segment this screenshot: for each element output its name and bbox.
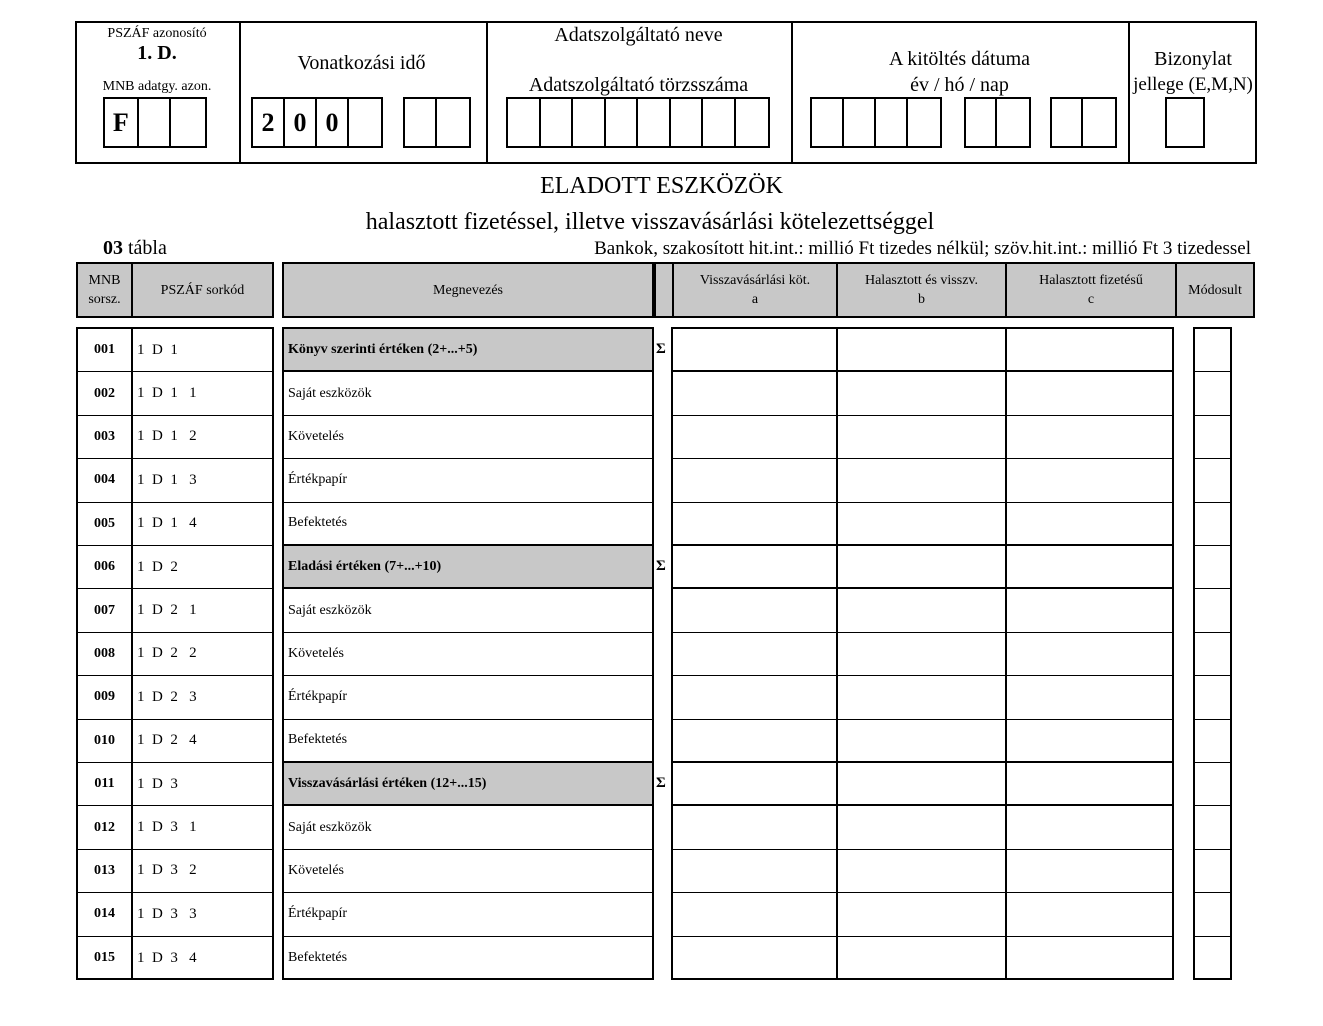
table-row: [78, 676, 272, 719]
table-row: [78, 416, 272, 459]
row-code: 1 D 1 2: [137, 428, 197, 445]
form-title: ELADOTT ESZKÖZÖK: [540, 173, 783, 199]
ref-time-cell[interactable]: 2: [253, 99, 285, 146]
row-number: 001: [94, 342, 115, 358]
modified-cell[interactable]: [1195, 893, 1230, 936]
modified-cell[interactable]: [1195, 546, 1230, 589]
values-row: [673, 372, 1172, 415]
provider-reg-cell[interactable]: [508, 99, 541, 146]
row-name: Befektetés: [288, 515, 348, 531]
value-cell-b[interactable]: [835, 372, 1003, 414]
value-cell-b[interactable]: [835, 850, 1003, 892]
row-code: 1 D 2: [137, 558, 178, 575]
table-row: [78, 893, 272, 936]
modified-cell[interactable]: [1195, 633, 1230, 676]
table-row: [78, 459, 272, 502]
values-row: [673, 503, 1172, 546]
row-name-cell: [284, 806, 652, 849]
value-cell-c[interactable]: [1003, 416, 1172, 458]
row-number: 014: [94, 906, 115, 922]
form-id: 1. D.: [137, 42, 177, 64]
doc-type-label: Bizonylat: [1154, 48, 1232, 70]
row-name-cell: [284, 503, 652, 546]
row-name-cell: [284, 416, 652, 459]
value-cell-a[interactable]: [673, 720, 835, 761]
values-row: [673, 676, 1172, 719]
value-cell-c[interactable]: [1003, 763, 1172, 804]
header-divider: [239, 23, 241, 162]
modified-cell[interactable]: [1195, 589, 1230, 632]
value-cell-a[interactable]: [673, 329, 835, 370]
row-name-cell: [284, 763, 652, 806]
modified-cell[interactable]: [1195, 763, 1230, 806]
ref-time-month-cells: [403, 97, 471, 148]
row-number: 012: [94, 819, 115, 835]
row-number: 011: [94, 776, 115, 792]
row-name: Saját eszközök: [288, 385, 372, 401]
value-cell-b[interactable]: [835, 329, 1003, 370]
unit-note: Bankok, szakosított hit.int.: millió Ft tizedes nélkül; szöv.hit.int.: millió Ft 3 tizedessel: [594, 238, 1251, 259]
provider-reg-label: Adatszolgáltató törzsszáma: [528, 74, 749, 96]
value-cell-c[interactable]: [1003, 459, 1172, 501]
mnb-id-cell[interactable]: F: [105, 99, 139, 146]
modified-cell[interactable]: [1195, 806, 1230, 849]
table-row: [78, 372, 272, 415]
row-name: Visszavásárlási értéken (12+...15): [288, 775, 487, 791]
row-names-table: [282, 327, 654, 980]
table-row: [78, 720, 272, 763]
value-cell-c[interactable]: [1003, 937, 1172, 980]
value-cell-b[interactable]: [835, 589, 1003, 631]
col-name-header: Megnevezés: [433, 282, 503, 298]
mnb-id-cell[interactable]: [139, 99, 172, 146]
doc-type-sub: jellege (E,M,N): [1133, 74, 1253, 95]
row-code: 1 D 3 3: [137, 905, 197, 922]
sigma-marker: Σ: [656, 558, 666, 574]
value-cell-a[interactable]: [673, 416, 835, 458]
value-cell-c[interactable]: [1003, 850, 1172, 892]
row-code: 1 D 2 1: [137, 602, 197, 619]
row-number: 007: [94, 602, 115, 618]
row-name-cell: [284, 546, 652, 589]
col-pszaf-header: PSZÁF sorkód: [160, 282, 245, 298]
row-number: 015: [94, 950, 115, 966]
table-row: [78, 806, 272, 849]
value-cell-b[interactable]: [835, 763, 1003, 804]
row-name: Könyv szerinti értéken (2+...+5): [288, 341, 478, 357]
table-number: [103, 237, 167, 260]
row-code: 1 D 1: [137, 341, 178, 358]
row-name: Értékpapír: [288, 689, 348, 705]
mnb-id-label: MNB adatgy. azon.: [102, 79, 212, 94]
row-name: Befektetés: [288, 950, 348, 966]
value-cell-c[interactable]: [1003, 329, 1172, 370]
values-row: [673, 459, 1172, 502]
value-cell-b[interactable]: [835, 633, 1003, 675]
row-number: 004: [94, 472, 115, 488]
fill-date-sub: év / hó / nap: [910, 74, 1009, 96]
value-cell-a[interactable]: [673, 459, 835, 501]
value-cell-a[interactable]: [673, 589, 835, 631]
value-cell-c[interactable]: [1003, 372, 1172, 414]
values-row: [673, 416, 1172, 459]
mnb-id-cells: [103, 97, 207, 148]
fill-date-label: A kitöltés dátuma: [888, 48, 1031, 70]
row-number: 013: [94, 862, 115, 878]
value-cell-b[interactable]: [835, 546, 1003, 587]
ref-time-cell[interactable]: [405, 99, 437, 146]
value-cell-b[interactable]: [835, 720, 1003, 761]
modified-cell[interactable]: [1195, 850, 1230, 893]
value-cell-b[interactable]: [835, 459, 1003, 501]
row-name-cell: [284, 937, 652, 980]
value-cell-b[interactable]: [835, 416, 1003, 458]
value-cell-a[interactable]: [673, 676, 835, 718]
modified-cell[interactable]: [1195, 372, 1230, 415]
ref-time-label: Vonatkozási idő: [297, 52, 426, 74]
ref-time-cell[interactable]: [349, 99, 381, 146]
values-row: [673, 720, 1172, 763]
value-cell-c[interactable]: [1003, 806, 1172, 848]
row-number: 006: [94, 559, 115, 575]
fill-date-cell[interactable]: [997, 99, 1029, 146]
col-b-header: Halasztott és visszv. b: [864, 273, 978, 307]
values-row: [673, 633, 1172, 676]
sigma-marker: Σ: [656, 341, 666, 357]
values-row: [673, 850, 1172, 893]
col-c-header: Halasztott fizetésű c: [1039, 273, 1143, 307]
row-code: 1 D 1 3: [137, 471, 197, 488]
value-cell-c[interactable]: [1003, 676, 1172, 718]
value-cell-b[interactable]: [835, 937, 1003, 980]
provider-reg-cell[interactable]: [736, 99, 768, 146]
values-row: [673, 329, 1172, 372]
fill-date-month-cells: [964, 97, 1031, 148]
fill-date-cell[interactable]: [966, 99, 997, 146]
row-number: 005: [94, 515, 115, 531]
row-number: 002: [94, 385, 115, 401]
fill-date-cell[interactable]: [812, 99, 844, 146]
modified-table: [1193, 327, 1232, 980]
pszaf-id-label: PSZÁF azonosító: [107, 26, 207, 41]
fill-date-cell[interactable]: [1052, 99, 1083, 146]
provider-reg-cell[interactable]: [541, 99, 574, 146]
value-cell-b[interactable]: [835, 676, 1003, 718]
fill-date-cell[interactable]: [844, 99, 876, 146]
header-row-name: [282, 262, 654, 318]
doc-type-cell[interactable]: [1165, 97, 1205, 148]
row-name: Saját eszközök: [288, 602, 372, 618]
row-name-cell: [284, 372, 652, 415]
ref-time-year-cells: [251, 97, 383, 148]
provider-reg-cell[interactable]: [671, 99, 704, 146]
fill-date-year-cells: [810, 97, 942, 148]
row-name: Értékpapír: [288, 472, 348, 488]
row-name: Saját eszközök: [288, 819, 372, 835]
ref-time-cell[interactable]: 0: [285, 99, 317, 146]
table-row: [78, 937, 272, 980]
row-number: 003: [94, 428, 115, 444]
provider-reg-cells: [506, 97, 770, 148]
row-code: 1 D 3 2: [137, 862, 197, 879]
value-cell-a[interactable]: [673, 633, 835, 675]
value-cell-a[interactable]: [673, 893, 835, 935]
values-row: [673, 893, 1172, 936]
value-cell-c[interactable]: [1003, 720, 1172, 761]
provider-reg-cell[interactable]: [606, 99, 639, 146]
value-cell-c[interactable]: [1003, 633, 1172, 675]
sigma-marker: Σ: [656, 775, 666, 791]
table-row: [78, 503, 272, 546]
provider-reg-cell[interactable]: [638, 99, 671, 146]
value-cell-a[interactable]: [673, 937, 835, 980]
row-name: Értékpapír: [288, 906, 348, 922]
table-row: [78, 329, 272, 372]
row-code: 1 D 1 4: [137, 515, 197, 532]
modified-cell[interactable]: [1195, 503, 1230, 546]
provider-reg-cell[interactable]: [703, 99, 736, 146]
fill-date-cell[interactable]: [1083, 99, 1115, 146]
provider-name-label: Adatszolgáltató neve: [554, 24, 723, 46]
value-cell-a[interactable]: [673, 850, 835, 892]
row-name-cell: [284, 676, 652, 719]
table-row: [78, 763, 272, 806]
row-name: Követelés: [288, 645, 344, 661]
row-name-cell: [284, 589, 652, 632]
table-word: tábla: [128, 237, 167, 259]
values-row: [673, 546, 1172, 589]
modified-cell[interactable]: [1195, 459, 1230, 502]
value-cell-a[interactable]: [673, 546, 835, 587]
row-code: 1 D 2 2: [137, 645, 197, 662]
row-code: 1 D 2 3: [137, 688, 197, 705]
row-code: 1 D 3 4: [137, 949, 197, 966]
modified-cell[interactable]: [1195, 937, 1230, 980]
row-code: 1 D 3: [137, 775, 178, 792]
header-row-left: [76, 262, 274, 318]
value-cell-a[interactable]: [673, 806, 835, 848]
values-row: [673, 589, 1172, 632]
row-number: 008: [94, 645, 115, 661]
table-number-value: 03: [103, 237, 123, 259]
values-table: [671, 327, 1174, 980]
value-cell-c[interactable]: [1003, 893, 1172, 935]
fill-date-cell[interactable]: [876, 99, 908, 146]
fill-date-cell[interactable]: [908, 99, 940, 146]
value-cell-b[interactable]: [835, 806, 1003, 848]
value-cell-b[interactable]: [835, 503, 1003, 544]
row-number: 010: [94, 732, 115, 748]
modified-cell[interactable]: [1195, 720, 1230, 763]
row-codes-table: [76, 327, 274, 980]
value-cell-a[interactable]: [673, 503, 835, 544]
row-name-cell: [284, 720, 652, 763]
table-row: [78, 850, 272, 893]
value-cell-b[interactable]: [835, 893, 1003, 935]
modified-cell[interactable]: [1195, 329, 1230, 372]
value-cell-c[interactable]: [1003, 546, 1172, 587]
values-row: [673, 806, 1172, 849]
row-number: 009: [94, 689, 115, 705]
col-a-header: Visszavásárlási köt. a: [699, 273, 811, 307]
modified-cell[interactable]: [1195, 416, 1230, 459]
values-row: [673, 937, 1172, 980]
ref-time-cell[interactable]: [437, 99, 469, 146]
values-row: [673, 763, 1172, 806]
row-name-cell: [284, 633, 652, 676]
row-name: Követelés: [288, 862, 344, 878]
row-name-cell: [284, 893, 652, 936]
row-code: 1 D 1 1: [137, 385, 197, 402]
table-row: [78, 589, 272, 632]
value-cell-a[interactable]: [673, 763, 835, 804]
mnb-id-cell[interactable]: [171, 99, 205, 146]
row-code: 1 D 3 1: [137, 819, 197, 836]
header-row-values: [654, 262, 1255, 318]
value-cell-c[interactable]: [1003, 503, 1172, 544]
value-cell-a[interactable]: [673, 372, 835, 414]
col-mnb-header: MNB sorsz.: [88, 273, 121, 307]
row-name: Eladási értéken (7+...+10): [288, 558, 442, 574]
row-name: Befektetés: [288, 732, 348, 748]
row-code: 1 D 2 4: [137, 732, 197, 749]
row-name-cell: [284, 850, 652, 893]
table-row: [78, 546, 272, 589]
col-mod-header: Módosult: [1188, 282, 1242, 298]
table-row: [78, 633, 272, 676]
form-subtitle: halasztott fizetéssel, illetve visszavásárlási kötelezettséggel: [365, 209, 935, 235]
row-name-cell: [284, 459, 652, 502]
value-cell-c[interactable]: [1003, 589, 1172, 631]
provider-reg-cell[interactable]: [573, 99, 606, 146]
modified-cell[interactable]: [1195, 676, 1230, 719]
row-name: Követelés: [288, 428, 344, 444]
ref-time-cell[interactable]: 0: [317, 99, 349, 146]
row-name-cell: [284, 329, 652, 372]
fill-date-day-cells: [1050, 97, 1117, 148]
